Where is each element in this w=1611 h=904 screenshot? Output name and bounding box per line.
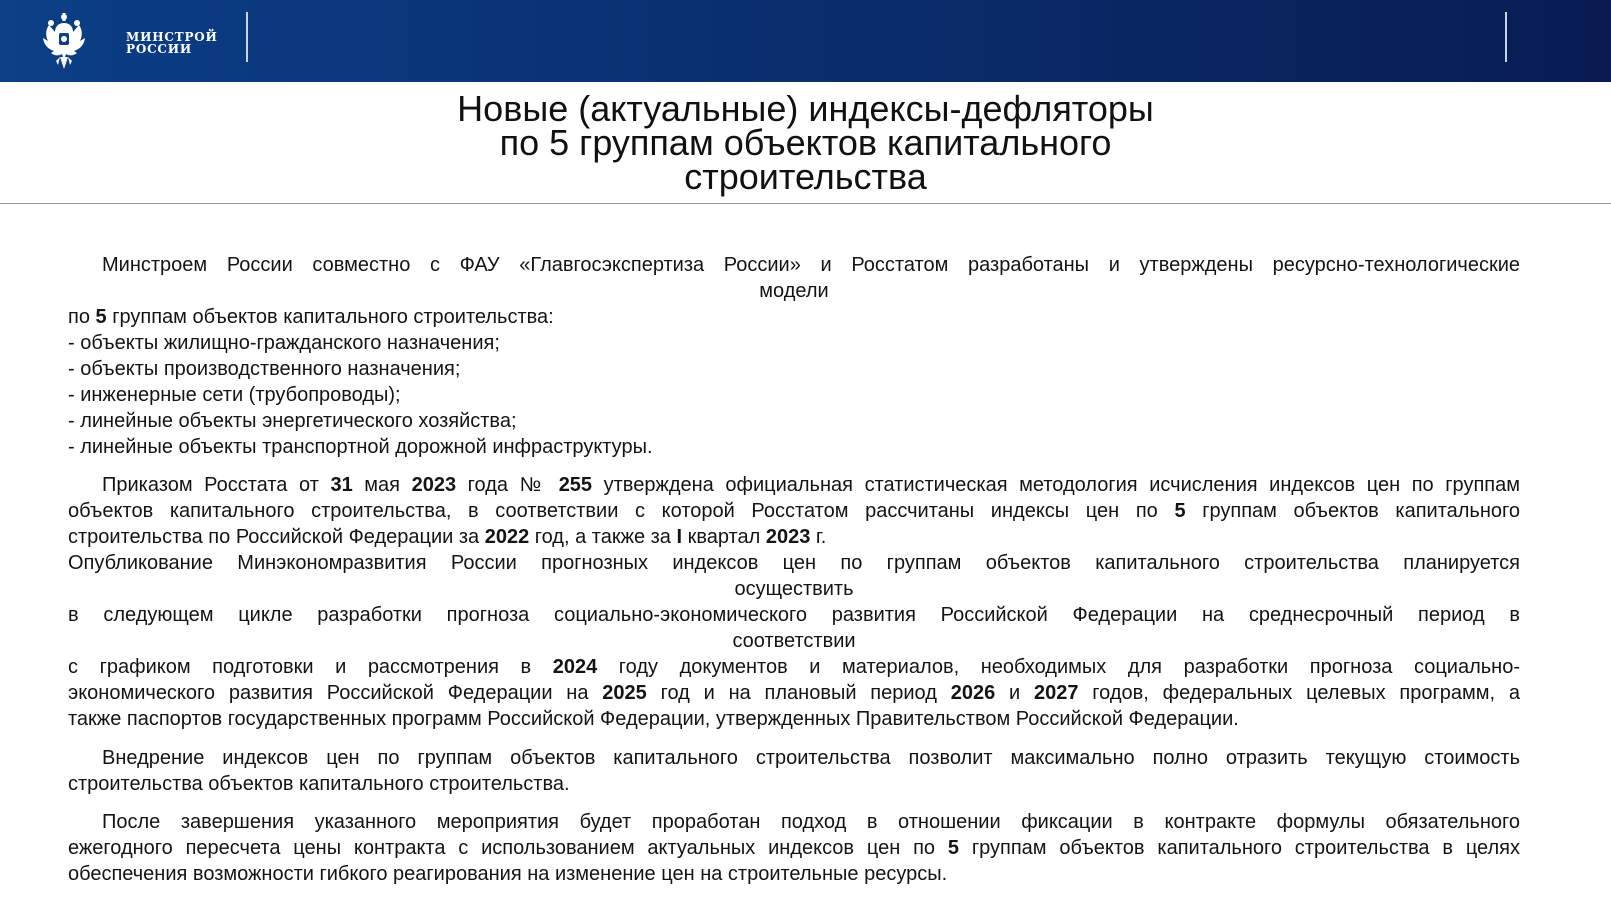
p1-line-3-text: по: [68, 306, 96, 328]
title-line-3: строительства: [684, 156, 927, 197]
p2-text: объектов капитального строительства, в соответствии с которой Росстатом рассчитаны индексы цен по: [68, 500, 1175, 522]
p3-text: годов, федеральных целевых программ, а: [1078, 682, 1520, 704]
header-divider-right: [1505, 12, 1507, 62]
p2-line-1: [68, 472, 1520, 498]
p2-line-2: [68, 498, 1520, 524]
p3-line-1: Опубликование Минэкономразвития России прогнозных индексов цен по группам объектов капитального строительства планируется: [68, 552, 1520, 574]
p2-text: утверждена официальная статистическая методология исчисления индексов цен по группам: [592, 474, 1520, 496]
list-item: - линейные объекты энергетического хозяйства;: [68, 410, 517, 432]
p3-bold: 2025: [602, 682, 647, 704]
page-title: [0, 88, 1611, 197]
org-line-2: РОССИИ: [126, 42, 193, 56]
p3-line-5: [68, 654, 1520, 680]
p3-line-3: в следующем цикле разработки прогноза социально-экономического развития Российской Федерации на среднесрочный период в: [68, 604, 1520, 626]
p3-text: экономического развития Российской Федерации на: [68, 682, 603, 704]
list-item: - объекты производственного назначения;: [68, 358, 461, 380]
header-divider-left: [246, 12, 248, 62]
p5-line-2: [68, 835, 1520, 861]
document-body: [68, 252, 1520, 887]
p3-bold: 2027: [1034, 682, 1079, 704]
p2-bold: 2022: [484, 526, 530, 548]
p3-line-4: соответствии: [732, 630, 856, 652]
p2-text: группам объектов капитального: [1185, 500, 1521, 522]
p5-text: группам объектов капитального строительства в целях: [959, 837, 1521, 859]
p4-line-2: строительства объектов капитального строительства.: [68, 773, 570, 795]
spacer: [68, 797, 1520, 809]
p2-text: Приказом Росстата от: [102, 474, 331, 496]
list-item: - инженерные сети (трубопроводы);: [68, 384, 401, 406]
p3-text: с графиком подготовки и рассмотрения в: [68, 656, 553, 678]
p2-line-3: [68, 524, 1520, 550]
p1-line-3: [68, 304, 1520, 330]
title-divider: [0, 203, 1611, 204]
p1-line-2: модели: [759, 280, 829, 302]
p2-bold: 31: [330, 474, 353, 496]
p5-line-1: После завершения указанного мероприятия будет проработан подход в отношении фиксации в контракте формулы обязательного: [102, 811, 1520, 833]
p3-bold: 2024: [552, 656, 598, 678]
p2-text: квартал: [682, 526, 766, 548]
list-item: - линейные объекты транспортной дорожной инфраструктуры.: [68, 436, 653, 458]
p3-bold: 2026: [950, 682, 996, 704]
p1-line-3-number: 5: [95, 306, 107, 328]
p4-line-1: Внедрение индексов цен по группам объектов капитального строительства позволит максимально полно отразить текущую стоимость: [102, 747, 1520, 769]
p3-line-6: [68, 680, 1520, 706]
p3-text: году документов и материалов, необходимых для разработки прогноза социально-: [597, 656, 1520, 678]
p2-text: г.: [810, 526, 827, 548]
p2-text: год, а также за: [529, 526, 677, 548]
p3-line-7: также паспортов государственных программ Российской Федерации, утвержденных Правительством Российской Федерации.: [68, 708, 1239, 730]
org-line-1: МИНСТРОЙ: [126, 30, 218, 44]
p2-bold: 255: [558, 474, 593, 496]
title-line-1: Новые (актуальные) индексы-дефляторы: [457, 88, 1154, 129]
p2-text: года №: [456, 474, 559, 496]
p2-bold: 5: [1174, 500, 1186, 522]
title-line-2: по 5 группам объектов капитального: [499, 122, 1112, 163]
p5-line-3: обеспечения возможности гибкого реагирования на изменение цен на строительные ресурсы.: [68, 863, 948, 885]
p1-line-1: Минстроем России совместно с ФАУ «Главгосэкспертиза России» и Росстатом разработаны и утверждены ресурсно-технологические: [102, 254, 1520, 276]
spacer: [68, 460, 1520, 472]
p3-text: и: [995, 682, 1034, 704]
p1-line-3-text-end: группам объектов капитального строительства:: [106, 306, 554, 328]
list-item: - объекты жилищно-гражданского назначения;: [68, 332, 500, 354]
spacer: [68, 732, 1520, 745]
p2-bold: 2023: [411, 474, 457, 496]
p5-text: ежегодного пересчета цены контракта с использованием актуальных индексов цен по: [68, 837, 948, 859]
p2-bold: 2023: [765, 526, 811, 548]
p2-bold: I: [676, 526, 683, 548]
ministry-logo-text: [126, 31, 218, 55]
p3-text: год и на плановый период: [646, 682, 951, 704]
header-bar: [0, 0, 1611, 82]
p2-text: мая: [352, 474, 412, 496]
double-headed-eagle-icon: [42, 11, 86, 71]
p3-line-2: осуществить: [734, 578, 854, 600]
p2-text: строительства по Российской Федерации за: [68, 526, 485, 548]
p5-bold: 5: [947, 837, 959, 859]
